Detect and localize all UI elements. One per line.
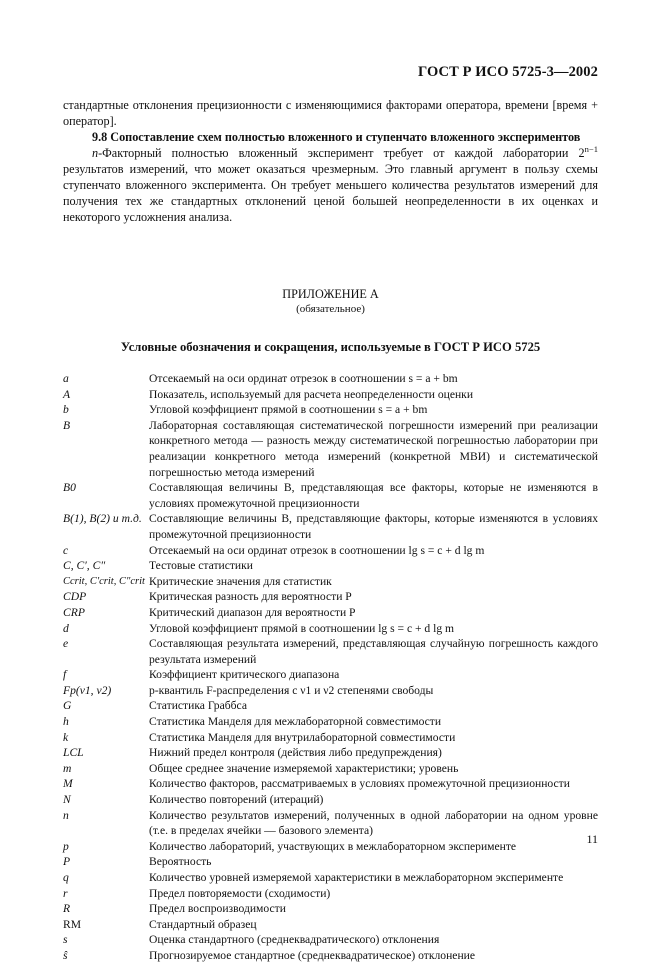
definition-row bbox=[63, 387, 598, 403]
symbol: b bbox=[63, 403, 69, 417]
symbol: G bbox=[63, 699, 72, 713]
description: Угловой коэффициент прямой в соотношении lg s = c + d lg m bbox=[149, 621, 455, 635]
symbol: R bbox=[63, 902, 71, 916]
description: Количество уровней измеряемой характеристики в межлабораторном эксперименте bbox=[149, 871, 564, 884]
description: Количество повторений (итераций) bbox=[149, 793, 324, 807]
symbol: CRP bbox=[63, 605, 85, 619]
definition-row bbox=[63, 839, 598, 855]
description: Тестовые статистики bbox=[149, 559, 253, 573]
symbol: Ccrit, C′crit, C″crit bbox=[63, 575, 145, 587]
symbol: B0 bbox=[63, 481, 76, 495]
description: Отсекаемый на оси ординат отрезок в соотношении s = a + bm bbox=[149, 372, 458, 385]
symbol: h bbox=[63, 715, 69, 729]
description: p-квантиль F-распределения с ν1 и ν2 степенями свободы bbox=[149, 683, 434, 697]
description: Составляющие величины B, представляющие факторы, которые изменяются в условиях промежуточной прецизионности bbox=[149, 512, 598, 541]
description: Угловой коэффициент прямой в соотношении s = a + bm bbox=[149, 403, 428, 417]
definition-row bbox=[63, 948, 598, 964]
definition-row bbox=[63, 808, 598, 839]
symbol: C, C′, C″ bbox=[63, 559, 106, 573]
description: Составляющая величины B, представляющая все факторы, которые не изменяются в условиях промежуточной прецизионности bbox=[149, 481, 598, 510]
page-number: 11 bbox=[586, 832, 598, 846]
description: Предел воспроизводимости bbox=[149, 902, 286, 916]
symbol: f bbox=[63, 668, 67, 682]
definition-row bbox=[63, 402, 598, 418]
symbol: N bbox=[63, 793, 71, 807]
definition-row bbox=[63, 901, 598, 917]
definition-row bbox=[63, 776, 598, 792]
definition-row bbox=[63, 558, 598, 574]
description: Критические значения для статистик bbox=[149, 574, 332, 588]
symbols-table-title: Условные обозначения и сокращения, используемые в ГОСТ Р ИСО 5725 bbox=[120, 340, 541, 354]
symbol: B bbox=[63, 418, 71, 432]
n-variable: n bbox=[92, 146, 99, 160]
symbol: e bbox=[63, 637, 69, 651]
definition-row bbox=[63, 745, 598, 761]
description: Предел повторяемости (сходимости) bbox=[149, 886, 331, 900]
symbol: B(1), B(2) и т.д. bbox=[63, 512, 142, 526]
symbol: LCL bbox=[63, 746, 84, 760]
definition-row bbox=[63, 761, 598, 777]
description: Количество результатов измерений, полученных в одной лаборатории на одном уровне (т.е. в пределах ячейки — базового элемента) bbox=[149, 808, 598, 838]
description: Статистика Граббса bbox=[149, 699, 247, 713]
definition-row bbox=[63, 418, 598, 480]
definition-row bbox=[63, 730, 598, 746]
description: Стандартный образец bbox=[149, 917, 257, 931]
symbol: d bbox=[63, 621, 69, 635]
description: Прогнозируемое стандартное (среднеквадратическое) отклонение bbox=[149, 948, 475, 962]
symbol: q bbox=[63, 871, 69, 884]
definition-row bbox=[63, 636, 598, 667]
symbol: k bbox=[63, 730, 69, 744]
definition-row bbox=[63, 589, 598, 605]
appendix-subtitle: (обязательное) bbox=[296, 303, 365, 315]
description: Количество факторов, рассматриваемых в условиях промежуточной прецизионности bbox=[149, 777, 570, 791]
definition-row bbox=[63, 667, 598, 683]
body-text bbox=[63, 97, 598, 225]
description: Нижний предел контроля (действия либо предупреждения) bbox=[149, 746, 442, 760]
description: Лабораторная составляющая систематической погрешности измерений при реализации конкретного метода — разность между систематической погрешностью лаборатории при реализации конкретного метода измерений (конкретной МВИ) и систематической погрешностью метода измерений bbox=[149, 418, 598, 479]
symbol: P bbox=[63, 855, 71, 869]
description: Оценка стандартного (среднеквадратического) отклонения bbox=[149, 933, 440, 947]
exponent: n−1 bbox=[584, 143, 598, 154]
paragraph-continuation: стандартные отклонения прецизионности с изменяющимися факторами оператора, времени [время + оператор]. bbox=[63, 98, 598, 128]
description: Коэффициент критического диапазона bbox=[149, 668, 340, 682]
definition-row bbox=[63, 792, 598, 808]
description: Критический диапазон для вероятности P bbox=[149, 605, 356, 619]
symbol: r bbox=[63, 886, 68, 900]
definition-row bbox=[63, 886, 598, 902]
description: Вероятность bbox=[149, 855, 212, 869]
description: Количество лабораторий, участвующих в межлабораторном эксперименте bbox=[149, 839, 517, 853]
section-title: 9.8 Сопоставление схем полностью вложенного и ступенчато вложенного экспериментов bbox=[92, 130, 581, 144]
description: Критическая разность для вероятности P bbox=[149, 590, 352, 604]
definition-row bbox=[63, 714, 598, 730]
description: Составляющая результата измерений, представляющая случайную погрешность каждого результата измерений bbox=[149, 637, 598, 666]
definition-row bbox=[63, 371, 598, 387]
definition-row bbox=[63, 605, 598, 621]
definition-row bbox=[63, 574, 598, 590]
appendix-title: ПРИЛОЖЕНИЕ А bbox=[282, 287, 379, 301]
definition-row bbox=[63, 854, 598, 870]
definition-row bbox=[63, 621, 598, 637]
description: Показатель, используемый для расчета неопределенности оценки bbox=[149, 387, 474, 401]
symbol: c bbox=[63, 543, 69, 557]
definition-row bbox=[63, 870, 598, 886]
symbol: Fp(ν1, ν2) bbox=[63, 683, 112, 697]
symbol: s bbox=[63, 933, 68, 947]
definition-row bbox=[63, 480, 598, 511]
symbol: a bbox=[63, 372, 69, 385]
symbol: M bbox=[63, 777, 73, 791]
paragraph-comparison: n-Факторный полностью вложенный эксперимент требует от каждой лаборатории $2^{n-1}$ результатов измерений, что может оказаться чрезмерным. Это главный аргумент в пользу схемы ступенчато вложенного эксперимента. Он требует меньшего количества результатов измерений для получения тех же стандартных отклонений ценой большей неопределенности в их оценках и некоторого усложнения анализа. bbox=[63, 143, 598, 224]
description: Статистика Манделя для внутрилабораторной совместимости bbox=[149, 730, 456, 744]
definition-row bbox=[63, 543, 598, 559]
definition-row bbox=[63, 917, 598, 933]
description: Общее среднее значение измеряемой характеристики; уровень bbox=[149, 761, 459, 775]
symbol: CDP bbox=[63, 590, 87, 604]
description: Статистика Манделя для межлабораторной совместимости bbox=[149, 715, 442, 729]
definition-row bbox=[63, 932, 598, 948]
definitions-list bbox=[63, 371, 598, 964]
symbol: n bbox=[63, 808, 69, 822]
definition-row bbox=[63, 511, 598, 542]
symbol: A bbox=[63, 387, 71, 401]
description: Отсекаемый на оси ординат отрезок в соотношении lg s = c + d lg m bbox=[149, 543, 485, 557]
symbol: p bbox=[63, 839, 69, 853]
symbol: RM bbox=[63, 917, 82, 931]
definition-row bbox=[63, 698, 598, 714]
symbol: ŝ bbox=[63, 948, 68, 962]
symbol: m bbox=[63, 761, 72, 775]
definition-row bbox=[63, 683, 598, 699]
document-header: ГОСТ Р ИСО 5725-3—2002 bbox=[417, 64, 598, 80]
